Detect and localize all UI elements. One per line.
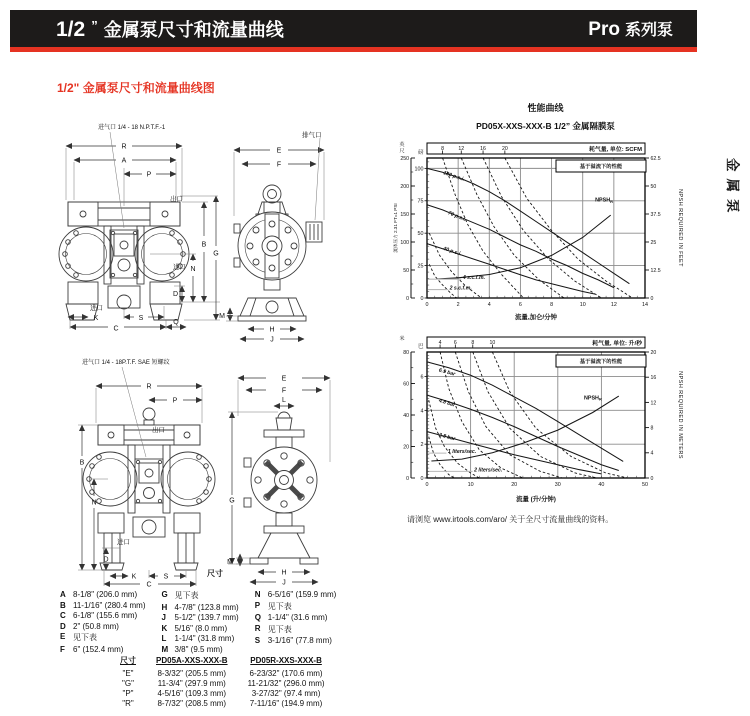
exhaust-label: 排气口 [302, 132, 322, 139]
page-title-text: 金属泵尺寸和流量曲线 [103, 19, 284, 40]
svg-text:40: 40 [403, 412, 409, 419]
svg-text:14: 14 [642, 302, 648, 308]
size-table-cell: 4-5/16" (109.3 mm) [157, 688, 227, 698]
svg-text:0: 0 [420, 295, 424, 302]
size-table-row [110, 698, 335, 708]
front-view [83, 408, 215, 570]
dim-label-g: G [213, 250, 219, 258]
size-table-cell: "E" [122, 668, 134, 678]
dim-label-d: D [172, 291, 178, 298]
svg-text:4: 4 [420, 408, 424, 415]
svg-text:英: 英 [399, 142, 405, 148]
svg-text:50: 50 [642, 482, 648, 488]
dimension-key: B [60, 600, 66, 610]
dim-label-b: B [79, 459, 85, 467]
svg-text:12: 12 [610, 302, 617, 308]
dim-label-h: H [281, 569, 287, 577]
dimension-item [60, 601, 146, 610]
series-label [588, 17, 673, 41]
dim-label-b: B [201, 241, 207, 249]
dim-label-g: G [229, 497, 235, 505]
dimension-key: H [161, 602, 168, 612]
size-table-header: 尺寸 [120, 656, 136, 665]
size-table-cell: 11-21/32" (296.0 mm) [247, 678, 325, 688]
inlet-label: 进口 [90, 305, 103, 312]
svg-text:0: 0 [406, 475, 409, 482]
svg-text:2.8 bar: 2.8 bar [438, 432, 456, 443]
svg-text:NPSHR: $NPSH_R$ [583, 395, 602, 402]
svg-text:6: 6 [420, 374, 424, 381]
size-table-row [110, 668, 335, 678]
dimension-item [162, 603, 239, 612]
size-table-cell: 6-23/32" (170.6 mm) [249, 668, 323, 678]
svg-text:30: 30 [554, 482, 561, 488]
performance-chart-metric [393, 330, 698, 512]
size-table-row [110, 688, 335, 698]
dimension-list [60, 590, 336, 654]
dimension-item [162, 590, 239, 601]
svg-text:2 liters/sec.: 2 liters/sec. [474, 467, 503, 474]
pump-drawing-sae [52, 352, 390, 588]
svg-text:100: 100 [400, 239, 409, 246]
size-table-cell: 3-27/32" (97.4 mm) [251, 688, 321, 698]
dimension-item [60, 611, 146, 620]
dim-label-m: M [227, 559, 233, 566]
dim-label-a: A [121, 157, 127, 165]
svg-text:6: 6 [518, 302, 522, 308]
dim-label-s: S [138, 315, 144, 322]
svg-text:6.9 bar: 6.9 bar [438, 367, 456, 378]
size-table-cell: 11-3/4" (297.9 mm) [157, 678, 226, 688]
dimension-value: 3/8" (9.5 mm) [174, 644, 223, 654]
dim-label-k: K [93, 315, 99, 322]
dimension-item [255, 624, 337, 635]
dimension-item [60, 645, 146, 654]
footnote-url-text: 请浏览 www.irtools.com/aro/ 关于全尺寸流量曲线的资料。 [407, 515, 614, 524]
svg-text:4: 4 [487, 302, 491, 308]
dimension-value: 5/16" (8.0 mm) [174, 623, 228, 633]
svg-text:40 p.s.i.: 40 p.s.i. [442, 245, 463, 258]
svg-text:2: 2 [456, 302, 460, 308]
dimension-item [60, 632, 146, 643]
svg-text:1 liters/sec.: 1 liters/sec. [447, 449, 477, 456]
size-table-cell: 8-3/32" (205.5 mm) [157, 668, 227, 678]
dim-label-f: F [281, 387, 287, 395]
dimension-value: 见下表 [73, 633, 97, 642]
svg-text:10: 10 [489, 340, 496, 346]
dim-label-l: L [282, 397, 286, 404]
svg-text:12: 12 [458, 146, 465, 152]
page-title [56, 16, 284, 42]
dim-label-h: H [269, 326, 275, 334]
dimension-value: 1-1/4" (31.8 mm) [174, 634, 235, 643]
svg-text:80: 80 [403, 349, 409, 356]
dimension-key: K [161, 623, 168, 633]
dim-label-e: E [276, 147, 282, 155]
dim-label-r: R [121, 143, 127, 151]
dim-label-j: J [282, 579, 286, 587]
size-table-header: PD05R-XXS-XXX-B [250, 656, 322, 665]
performance-chart-imperial [393, 132, 698, 330]
svg-text:100 p.s.i.: 100 p.s.i. [442, 170, 466, 183]
dimension-key: S [254, 636, 261, 645]
outlet-label: 出口 [170, 196, 183, 203]
svg-text:12.5: 12.5 [650, 267, 661, 274]
svg-text:巴: 巴 [418, 344, 424, 350]
dimension-key: A [60, 590, 66, 599]
svg-text:NPSH REQUIRED IN METERS: NPSH REQUIRED IN METERS [677, 371, 683, 459]
svg-text:10: 10 [579, 302, 586, 308]
dimension-value: 4-7/8" (123.8 mm) [174, 602, 239, 612]
dimension-item [255, 601, 337, 612]
dimension-value: 2" (50.8 mm) [73, 621, 119, 631]
size-table-cell: 8-7/32" (208.5 mm) [157, 698, 227, 708]
svg-text:0: 0 [406, 295, 409, 302]
section-subtitle: 1/2" 金属泵尺寸和流量曲线图 [57, 81, 215, 95]
svg-text:25: 25 [650, 239, 657, 246]
dimension-column [255, 590, 337, 654]
svg-text:37.5: 37.5 [650, 211, 661, 218]
dimensions-caption: 尺寸 [207, 569, 223, 578]
dimension-value: 6" (152.4 mm) [73, 644, 124, 654]
dim-label-j: J [270, 336, 274, 344]
svg-text:4.8 bar: 4.8 bar [438, 397, 456, 409]
svg-text:16: 16 [480, 146, 486, 152]
inlet-label: 进口 [173, 264, 186, 271]
dimension-key: L [161, 634, 167, 643]
svg-text:20: 20 [403, 444, 409, 451]
side-view [244, 412, 318, 564]
svg-text:60: 60 [403, 381, 409, 388]
dimension-key: M [161, 644, 169, 654]
svg-text:流体压力 2.31 FT=1 PSI: 流体压力 2.31 FT=1 PSI [393, 203, 398, 253]
svg-text:70 p.s.i.: 70 p.s.i. [447, 210, 467, 224]
dim-label-p: P [146, 171, 152, 179]
dim-label-r: R [146, 383, 152, 391]
svg-text:流量 (升/分钟): 流量 (升/分钟) [516, 496, 556, 503]
svg-text:流量,加仑/分钟: 流量,加仑/分钟 [515, 314, 557, 321]
svg-text:耗气量, 单位: SCFM: 耗气量, 单位: SCFM [588, 147, 642, 153]
svg-text:2: 2 [420, 442, 424, 449]
svg-text:20: 20 [511, 482, 518, 488]
dim-label-q: Q [173, 319, 179, 326]
svg-text:磅: 磅 [418, 150, 424, 156]
dim-label-m: M [219, 313, 225, 320]
dimension-value: 8-1/8" (206.0 mm) [73, 590, 138, 599]
dimension-item [255, 590, 337, 599]
dimension-item [255, 613, 337, 622]
svg-text:基于溢流下的性能: 基于溢流下的性能 [579, 164, 623, 170]
svg-text:8: 8 [441, 146, 445, 152]
svg-text:12: 12 [650, 400, 657, 407]
size-table-header: PD05A-XXS-XXX-B [156, 656, 228, 665]
svg-text:4: 4 [438, 340, 442, 346]
svg-text:16: 16 [650, 375, 657, 382]
dimension-key: D [60, 621, 66, 631]
dimension-item [162, 624, 239, 633]
svg-text:40: 40 [598, 482, 605, 488]
dimension-value: 11-1/16" (280.4 mm) [73, 600, 146, 610]
dimension-key: Q [254, 613, 261, 622]
svg-text:20: 20 [650, 349, 657, 356]
svg-text:8: 8 [550, 302, 554, 308]
air-inlet-label: 进气口 1/4 - 18 N.P.T.F.-1 [98, 125, 166, 131]
svg-text:100: 100 [414, 166, 424, 173]
svg-text:6: 6 [453, 340, 457, 346]
svg-text:150: 150 [400, 211, 409, 218]
dimension-column [60, 590, 146, 654]
side-tab-metal-pump: 金属泵 [725, 158, 740, 220]
size-table [110, 655, 335, 708]
outlet-label: 出口 [152, 427, 165, 434]
dimension-value: 1-1/4" (31.6 mm) [267, 613, 328, 622]
dimension-item [162, 645, 239, 654]
size-table-cell: 7-11/16" (194.9 mm) [249, 698, 323, 708]
svg-text:250: 250 [400, 155, 409, 162]
svg-text:4 s.c.f.m.: 4 s.c.f.m. [462, 275, 486, 282]
size-table-cell: "G" [122, 678, 134, 688]
dimension-value: 6-1/8" (155.6 mm) [73, 611, 138, 620]
dim-label-s: S [163, 573, 169, 581]
side-view [234, 185, 322, 321]
svg-text:0: 0 [425, 482, 429, 488]
dimension-value: 见下表 [267, 624, 292, 634]
page-title-size: 1/2 [56, 17, 86, 41]
dimension-key: C [60, 611, 66, 620]
svg-text:8: 8 [471, 340, 475, 346]
inch-mark: ” [91, 17, 98, 33]
page-header [10, 10, 697, 52]
size-table-header-row [110, 655, 335, 668]
svg-text:4: 4 [650, 450, 654, 457]
svg-text:0: 0 [420, 475, 424, 482]
dim-label-e: E [281, 375, 287, 383]
dimension-value: 3-1/16" (77.8 mm) [267, 636, 332, 645]
svg-text:0: 0 [425, 302, 429, 308]
dim-label-d: D [103, 556, 109, 564]
svg-text:75: 75 [417, 198, 424, 205]
svg-text:2 s.c.f.m.: 2 s.c.f.m. [449, 285, 472, 292]
svg-text:0: 0 [650, 475, 654, 482]
svg-text:NPSHR: $NPSH_R$ [595, 197, 613, 204]
svg-text:NPSH REQUIRED IN FEET: NPSH REQUIRED IN FEET [677, 188, 683, 268]
svg-text:50: 50 [403, 267, 409, 274]
svg-text:200: 200 [400, 183, 409, 190]
charts-title: 性能曲线 [527, 103, 564, 113]
svg-text:8: 8 [650, 425, 654, 432]
pump-drawing-npt [52, 106, 390, 350]
front-view [59, 202, 189, 320]
svg-text:0: 0 [650, 295, 654, 302]
dimension-column [162, 590, 239, 654]
dimension-item [162, 613, 239, 622]
dimension-key: J [161, 613, 166, 622]
size-table-row [110, 678, 335, 688]
dimension-key: E [60, 632, 66, 641]
size-table-cell: "R" [122, 698, 134, 708]
dim-label-n: N [190, 266, 196, 273]
dimension-value: 5-1/2" (139.7 mm) [174, 613, 239, 622]
dimension-item [60, 590, 146, 599]
air-inlet-label: 进气口 1/4 - 18P.T.F. SAE 短螺纹 [82, 360, 170, 366]
svg-text:25: 25 [417, 263, 424, 270]
dim-label-c: C [146, 581, 152, 588]
dim-label-k: K [131, 573, 137, 581]
svg-text:米: 米 [399, 336, 405, 342]
dim-label-p: P [172, 397, 178, 405]
svg-text:耗气量, 单位: 升/秒: 耗气量, 单位: 升/秒 [592, 341, 642, 347]
chart1-subtitle: PD05X-XXS-XXX-B 1/2” 金属隔膜泵 [476, 121, 615, 131]
dimension-value: 6-5/16" (159.9 mm) [267, 590, 337, 599]
svg-text:10: 10 [467, 482, 474, 488]
svg-text:尺: 尺 [399, 148, 405, 155]
dimension-key: P [254, 600, 261, 610]
svg-text:50: 50 [650, 183, 657, 190]
dimension-item [60, 622, 146, 631]
inlet-label: 进口 [117, 539, 130, 546]
dimension-item [255, 636, 337, 645]
svg-text:20: 20 [501, 146, 508, 152]
dimension-key: G [161, 590, 168, 599]
dim-label-n: N [91, 499, 97, 507]
svg-text:50: 50 [417, 231, 424, 238]
dimension-key: R [254, 623, 261, 633]
dimension-value: 见下表 [267, 601, 292, 611]
dim-label-f: F [276, 161, 282, 169]
dimension-item [162, 634, 239, 643]
dimension-key: F [60, 644, 65, 654]
dimension-key: N [254, 590, 261, 599]
dim-label-c: C [113, 325, 119, 333]
svg-text:62.5: 62.5 [650, 155, 661, 162]
series-name-cn: 系列泵 [624, 21, 673, 39]
dimension-value: 见下表 [174, 591, 199, 600]
size-table-cell: "P" [122, 688, 134, 698]
series-name-en: Pro [588, 18, 620, 40]
svg-text:基于溢流下的性能: 基于溢流下的性能 [579, 359, 623, 365]
